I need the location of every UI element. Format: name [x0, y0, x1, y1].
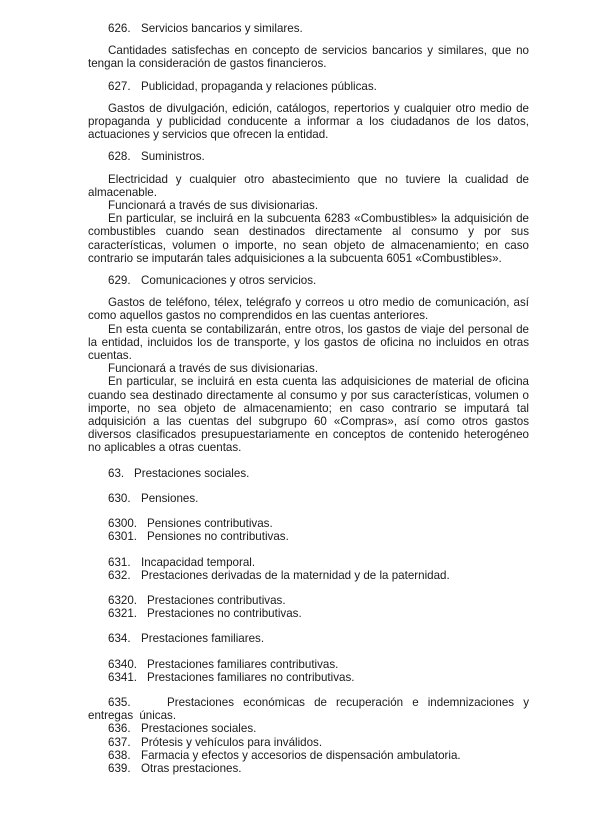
account-heading-626: [88, 22, 529, 35]
account-heading-63: [88, 467, 529, 480]
account-heading-630: [88, 492, 529, 505]
account-title: Publicidad, propaganda y relaciones públicas.: [141, 79, 377, 93]
account-title: Prestaciones contributivas.: [147, 593, 286, 607]
paragraph: Funcionará a través de sus divisionarias.: [108, 362, 319, 376]
account-heading-632: [88, 569, 529, 582]
account-heading-628: [88, 150, 529, 163]
account-title: Prestaciones sociales.: [141, 722, 257, 736]
account-title: Prestaciones económicas de recuperación e indemnizaciones y entregas únicas.: [88, 695, 529, 723]
subaccount-6301: [88, 530, 529, 543]
account-number: 638.: [108, 748, 131, 762]
account-heading-627: [88, 80, 529, 93]
document-page: [88, 22, 529, 775]
account-title: Pensiones.: [141, 491, 199, 505]
paragraph: Funcionará a través de sus divisionarias.: [108, 199, 319, 213]
account-title: Prestaciones derivadas de la maternidad y de la paternidad.: [141, 568, 450, 582]
subaccount-6321: [88, 607, 529, 620]
subaccount-6340: [88, 658, 529, 671]
account-number: 6320.: [108, 593, 138, 607]
subaccount-6300: [88, 517, 529, 530]
account-number: 626.: [108, 22, 131, 35]
account-number: 635.: [108, 695, 131, 709]
account-title: Prótesis y vehículos para inválidos.: [141, 735, 323, 749]
account-heading-639: [88, 762, 529, 775]
account-number: 632.: [108, 568, 131, 582]
account-title: Prestaciones familiares no contributivas.: [147, 670, 355, 684]
account-number: 636.: [108, 722, 131, 736]
account-number: 6321.: [108, 607, 138, 621]
paragraph: En esta cuenta se contabilizarán, entre otros, los gastos de viaje del personal de la entidad, incluidos los de transporte, y los gastos de oficina no incluidos en otras cuentas.: [88, 322, 529, 363]
account-number: 639.: [108, 761, 131, 775]
account-number: 6301.: [108, 530, 138, 544]
account-title: Comunicaciones y otros servicios.: [141, 274, 317, 288]
account-number: 6340.: [108, 657, 138, 671]
account-title: Prestaciones no contributivas.: [147, 607, 302, 621]
account-heading-638: [88, 749, 529, 762]
account-title: Suministros.: [141, 150, 205, 164]
paragraph: En particular, se incluirá en esta cuenta las adquisiciones de material de oficina cuando sea destinado directamente al consumo y por sus características, volumen o importe, no sea objeto de almacenamiento; en caso contrario se imputará tal adquisición a las cuentas del subgrupo 60 «Compras», así como otros gastos diversos clasificados presupuestariamente en conceptos de contenido heterogéneo no aplicables a otras cuentas.: [88, 375, 529, 455]
account-heading-635: [88, 696, 529, 722]
account-title: Prestaciones familiares contributivas.: [147, 657, 339, 671]
account-title: Farmacia y efectos y accesorios de dispensación ambulatoria.: [141, 748, 461, 762]
account-title: Servicios bancarios y similares.: [141, 22, 303, 35]
paragraph: Gastos de teléfono, télex, telégrafo y correos u otro medio de comunicación, así como aquellos gastos no comprendidos en las cuentas anteriores.: [88, 296, 529, 323]
paragraph: Gastos de divulgación, edición, catálogos, repertorios y cualquier otro medio de propaganda y publicidad conducente a informar a los ciudadanos de los datos, actuaciones y servicios que ofrecen la entidad.: [88, 101, 529, 142]
account-number: 6341.: [108, 670, 138, 684]
account-heading-634: [88, 632, 529, 645]
account-number: 629.: [108, 274, 131, 288]
account-heading-636: [88, 722, 529, 735]
account-title: Incapacidad temporal.: [141, 555, 256, 569]
paragraph: Electricidad y cualquier otro abastecimiento que no tuviere la cualidad de almacenable.: [88, 172, 529, 199]
account-number: 631.: [108, 555, 131, 569]
account-title: Otras prestaciones.: [141, 761, 242, 775]
account-title: Prestaciones sociales.: [134, 466, 250, 480]
account-number: 6300.: [108, 517, 138, 531]
account-number: 627.: [108, 79, 131, 93]
account-number: 630.: [108, 491, 131, 505]
paragraph: Cantidades satisfechas en concepto de servicios bancarios y similares, que no tengan la consideración de gastos financieros.: [88, 44, 529, 71]
subaccount-6341: [88, 671, 529, 684]
account-number: 637.: [108, 735, 131, 749]
subaccount-6320: [88, 594, 529, 607]
account-heading-637: [88, 736, 529, 749]
account-title: Prestaciones familiares.: [141, 632, 265, 646]
account-number: 628.: [108, 150, 131, 164]
account-number: 63.: [108, 466, 125, 480]
account-title: Pensiones no contributivas.: [147, 530, 289, 544]
account-heading-631: [88, 556, 529, 569]
paragraph: En particular, se incluirá en la subcuenta 6283 «Combustibles» la adquisición de combustibles cuando sean destinados directamente al consumo y por sus características, volumen o importe, no sean objeto de almacenamiento; en caso contrario se imputarán tales adquisiciones a la subcuenta 6051 «Combustibles».: [88, 212, 529, 265]
account-heading-629: [88, 274, 529, 287]
account-title: Pensiones contributivas.: [147, 517, 273, 531]
account-number: 634.: [108, 632, 131, 646]
